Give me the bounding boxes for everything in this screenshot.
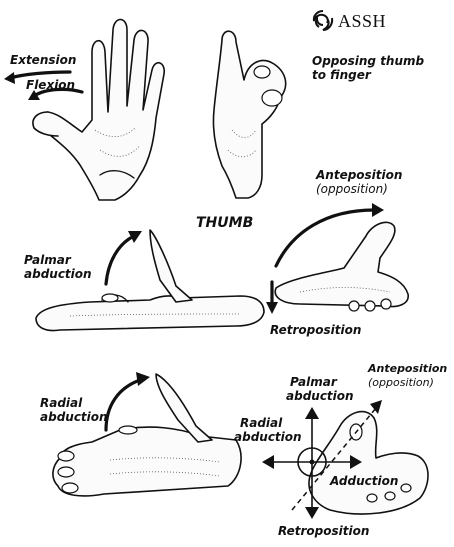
anteposition-arrowhead <box>372 203 384 217</box>
radial-fingertip-3 <box>62 483 78 493</box>
schematic-fingertip-3 <box>401 484 411 492</box>
palmar-abduction-label-line1: Palmar <box>24 253 71 267</box>
fingertip-3 <box>349 301 359 311</box>
opposition-hand-illustration <box>213 31 285 198</box>
extension-arrowhead <box>4 72 15 84</box>
radial-fingertip-1 <box>58 451 74 461</box>
palmar-axis-top-arrowhead <box>305 407 319 419</box>
fingertip-1 <box>381 299 391 309</box>
thumbnail-shape <box>262 90 282 106</box>
extension-label: Extension <box>10 53 77 67</box>
movement-axes-schematic <box>262 400 428 519</box>
retroposition-label: Retroposition <box>270 323 362 337</box>
schematic-anteposition-label: Anteposition <box>368 362 448 375</box>
radial-thumbnail <box>119 426 137 434</box>
radial-abduction-arrowhead <box>136 372 150 386</box>
flexion-label: Flexion <box>26 78 76 92</box>
fingernail-shape <box>254 66 270 78</box>
palmar-abduction-label-line2: abduction <box>24 267 92 281</box>
thumb-title: THUMB <box>196 215 254 231</box>
assh-swirl-icon <box>311 9 335 33</box>
fingertip-2 <box>365 301 375 311</box>
schematic-radial-label-line2: abduction <box>234 430 302 444</box>
radial-abduction-arrow <box>106 380 140 430</box>
schematic-fingertip-1 <box>367 494 377 502</box>
schematic-adduction-label: Adduction <box>330 474 399 488</box>
palmar-axis-bottom-arrowhead <box>305 507 319 519</box>
schematic-palmar-label-line1: Palmar <box>290 375 337 389</box>
radial-abduction-hand-illustration <box>53 374 241 496</box>
anteposition-hand-illustration <box>275 222 408 311</box>
open-hand-illustration <box>33 20 164 201</box>
radial-abduction-label-line2: abduction <box>40 410 108 424</box>
radial-fingertip-2 <box>58 467 74 477</box>
schematic-palmar-label-line2: abduction <box>286 389 354 403</box>
palmar-abduction-arrow <box>106 236 134 284</box>
assh-logo-text: ASSH <box>338 11 387 31</box>
opposition-axis-arrowhead <box>370 400 382 414</box>
opposing-caption-line2: to finger <box>312 68 371 82</box>
radial-axis-left-arrowhead <box>262 455 274 469</box>
anteposition-label: Anteposition <box>316 168 403 182</box>
opposition-label: (opposition) <box>316 182 388 196</box>
opposing-caption-line1: Opposing thumb <box>312 54 425 68</box>
schematic-retroposition-label: Retroposition <box>278 524 370 538</box>
retroposition-arrowhead <box>266 302 278 314</box>
palmar-thumbnail <box>102 294 118 302</box>
schematic-fingertip-2 <box>385 492 395 500</box>
schematic-radial-label-line1: Radial <box>240 416 283 430</box>
radial-abduction-label-line1: Radial <box>40 396 83 410</box>
schematic-opposition-label: (opposition) <box>368 376 434 389</box>
